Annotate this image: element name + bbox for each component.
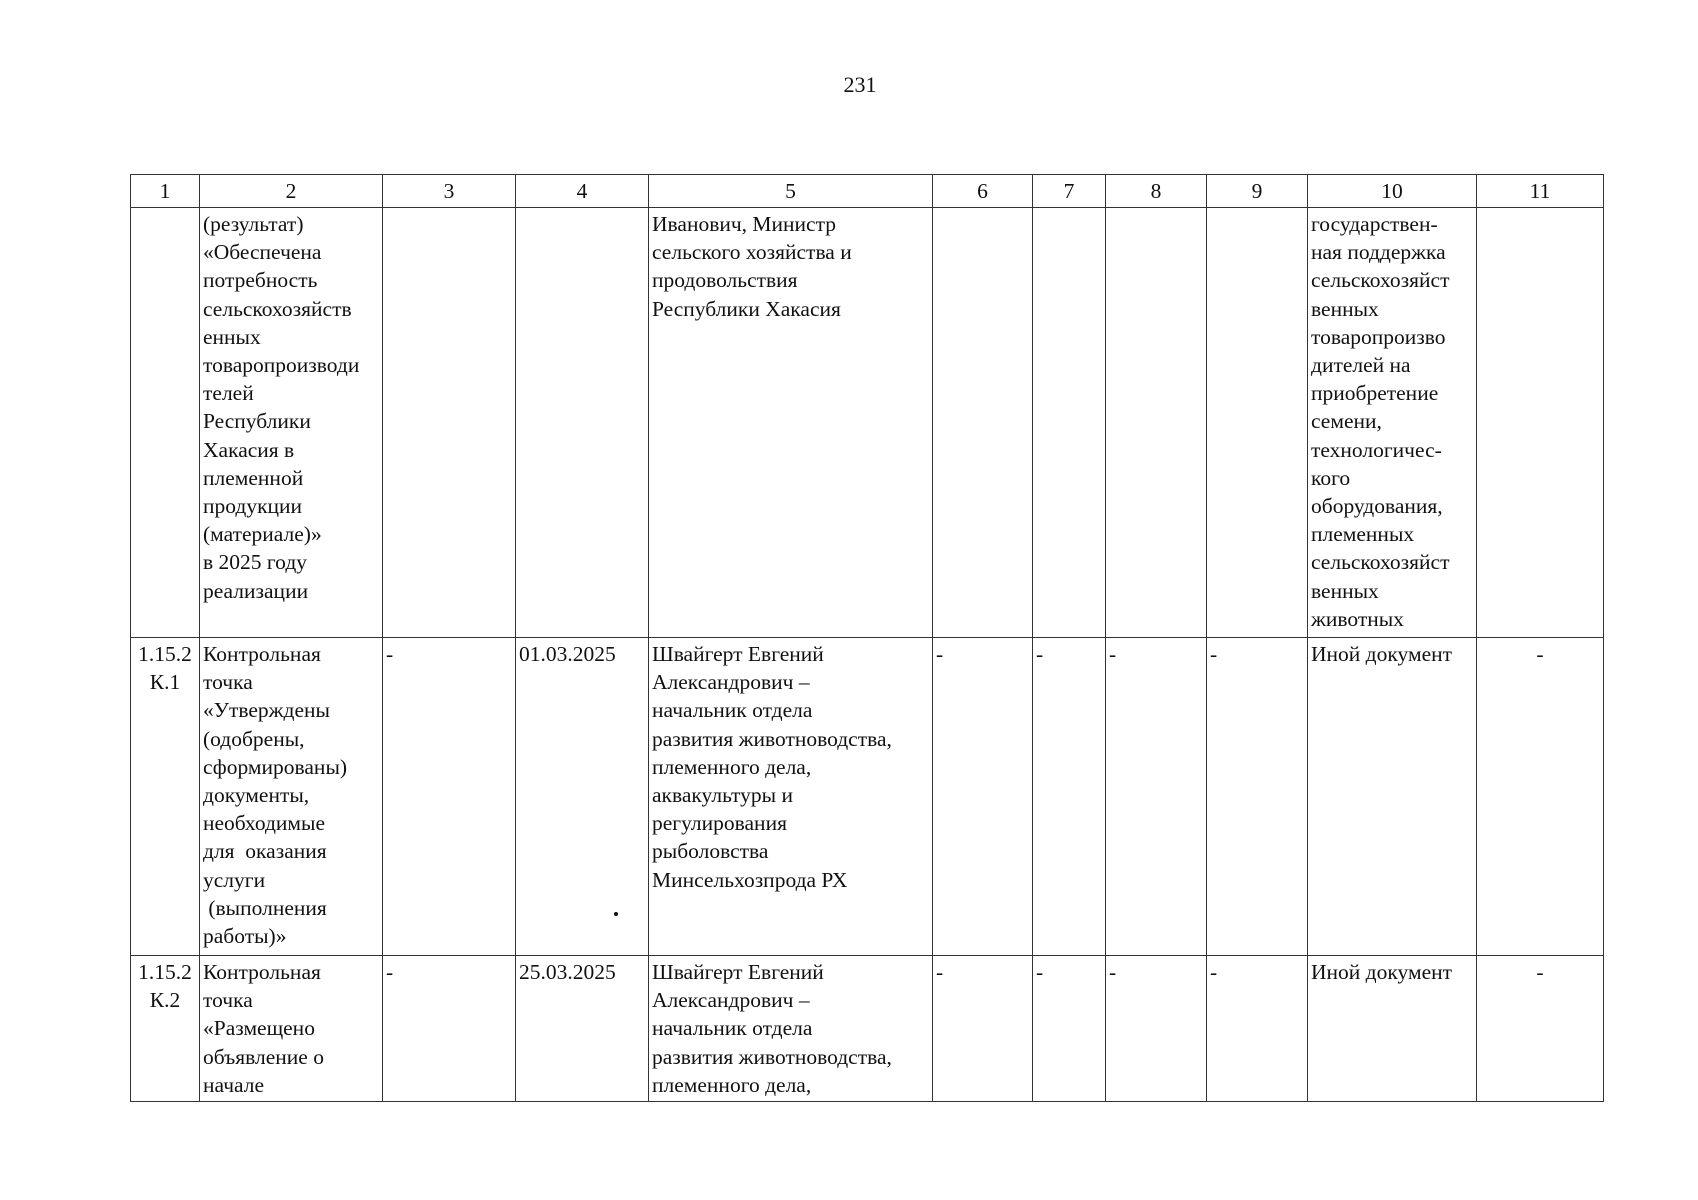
cell-empty — [1207, 208, 1308, 638]
cell-line: товаропроизводи — [203, 353, 360, 378]
cell-dash: - — [933, 638, 1033, 956]
cell-line: телей — [203, 381, 254, 406]
cell-line: Минсельхозпрода РХ — [652, 867, 848, 892]
cell-line: в 2025 году — [203, 550, 308, 575]
cell-document — [1308, 208, 1477, 638]
cell-line: реализации — [203, 578, 309, 603]
cell-line: 1.15.2 — [138, 960, 192, 984]
column-number: 5 — [649, 175, 933, 208]
cell-empty — [1477, 208, 1604, 638]
cell-line: (результат) — [203, 212, 304, 236]
cell-line: (материале)» — [203, 522, 322, 547]
cell-line: продовольствия — [652, 268, 798, 293]
cell-line: кого — [1311, 465, 1351, 490]
column-number: 2 — [200, 175, 383, 208]
cell-line: племенных — [1311, 522, 1415, 547]
cell-line: племенной — [203, 465, 304, 490]
table-header-row — [131, 175, 1604, 208]
cell-line: начале — [203, 1072, 265, 1097]
cell-line: 01.03.2025 — [519, 642, 616, 666]
cell-line: К.1 — [149, 670, 181, 695]
cell-line: (выполнения — [203, 895, 327, 920]
column-number: 7 — [1033, 175, 1106, 208]
cell-line: Швайгерт Евгений — [652, 642, 824, 666]
cell-line: Контрольная — [203, 960, 321, 984]
cell-responsible — [649, 956, 933, 1102]
cell-line: племенного дела, — [652, 754, 812, 779]
cell-line: ная поддержка — [1311, 240, 1446, 265]
cell-line: Контрольная — [203, 642, 321, 666]
column-number: 10 — [1308, 175, 1477, 208]
cell-line: товаропроизво — [1311, 324, 1446, 349]
cell-responsible — [649, 638, 933, 956]
column-number: 9 — [1207, 175, 1308, 208]
cell-line: услуги — [203, 867, 266, 892]
column-number: 1 — [131, 175, 200, 208]
column-number: 3 — [383, 175, 516, 208]
cell-line: регулирования — [652, 811, 787, 836]
cell-name — [200, 638, 383, 956]
cell-line: «Размещено — [203, 1016, 315, 1041]
cell-line: точка — [203, 988, 253, 1013]
table-row — [131, 638, 1604, 956]
cell-dash: - — [383, 638, 516, 956]
cell-line: сформированы) — [203, 754, 348, 779]
cell-line: Александрович – — [652, 988, 810, 1013]
cell-line: Александрович – — [652, 670, 810, 695]
table-row — [131, 208, 1604, 638]
cell-line: точка — [203, 670, 253, 695]
cell-line: продукции — [203, 494, 303, 519]
cell-line: Республики — [203, 409, 311, 434]
cell-line: развития животноводства, — [652, 726, 892, 751]
cell-dash: - — [1033, 638, 1106, 956]
cell-line: оборудования, — [1311, 494, 1443, 519]
cell-dash: - — [1106, 956, 1207, 1102]
cell-line: семени, — [1311, 409, 1382, 434]
cell-line: животных — [1311, 606, 1404, 631]
cell-line: племенного дела, — [652, 1072, 812, 1097]
cell-line: необходимые — [203, 811, 326, 836]
cell-line: сельскохозяйств — [203, 296, 352, 321]
cell-document: Иной документ — [1308, 638, 1477, 956]
cell-line: венных — [1311, 296, 1379, 321]
cell-dash: - — [1033, 956, 1106, 1102]
column-number: 11 — [1477, 175, 1604, 208]
cell-line: документы, — [203, 783, 310, 808]
cell-line: Швайгерт Евгений — [652, 960, 824, 984]
cell-dash: - — [1207, 956, 1308, 1102]
cell-dash: - — [1477, 638, 1604, 956]
cell-line: (одобрены, — [203, 726, 305, 751]
cell-number — [131, 638, 200, 956]
cell-line: Иванович, Министр — [652, 212, 836, 236]
cell-line: «Обеспечена — [203, 240, 322, 265]
cell-date — [516, 208, 649, 638]
column-number: 8 — [1106, 175, 1207, 208]
cell-date: 25.03.2025 — [516, 956, 649, 1102]
cell-name — [200, 208, 383, 638]
cell-line: государствен- — [1311, 212, 1438, 236]
cell-line: сельского хозяйства и — [652, 240, 852, 265]
cell-line: рыболовства — [652, 839, 769, 864]
cell-number — [131, 208, 200, 638]
cell-empty — [933, 208, 1033, 638]
cell-dash: - — [1106, 638, 1207, 956]
cell-line: технологичес- — [1311, 437, 1442, 462]
cell-line: потребность — [203, 268, 318, 293]
cell-name — [200, 956, 383, 1102]
cell-line: для оказания — [203, 839, 327, 864]
cell-line: развития животноводства, — [652, 1044, 892, 1069]
cell-document: Иной документ — [1308, 956, 1477, 1102]
cell-line: Республики Хакасия — [652, 296, 841, 321]
cell-line: Хакасия в — [203, 437, 295, 462]
cell-line: енных — [203, 324, 261, 349]
cell-line: начальник отдела — [652, 698, 813, 723]
column-number: 6 — [933, 175, 1033, 208]
cell-empty — [383, 208, 516, 638]
cell-line: 1.15.2 — [138, 642, 192, 666]
cell-line: аквакультуры и — [652, 783, 793, 808]
cell-line: сельскохозяйст — [1311, 268, 1450, 293]
column-number: 4 — [516, 175, 649, 208]
cell-line: объявление о — [203, 1044, 324, 1069]
cell-dash: - — [933, 956, 1033, 1102]
cell-dash: - — [1477, 956, 1604, 1102]
cell-dash: - — [383, 956, 516, 1102]
document-table — [130, 174, 1604, 1102]
cell-line: К.2 — [149, 988, 181, 1013]
cell-dash: - — [1207, 638, 1308, 956]
cell-number — [131, 956, 200, 1102]
cell-responsible — [649, 208, 933, 638]
cell-line: начальник отдела — [652, 1016, 813, 1041]
cell-line: работы)» — [203, 924, 287, 949]
cell-empty — [1106, 208, 1207, 638]
cell-line: сельскохозяйст — [1311, 550, 1450, 575]
cell-date — [516, 638, 649, 956]
cell-line: «Утверждены — [203, 698, 330, 723]
cell-line: венных — [1311, 578, 1379, 603]
table-row — [131, 956, 1604, 1102]
cell-empty — [1033, 208, 1106, 638]
page-number: 231 — [843, 72, 877, 97]
cell-line: приобретение — [1311, 381, 1439, 406]
cell-line: дителей на — [1311, 353, 1411, 378]
